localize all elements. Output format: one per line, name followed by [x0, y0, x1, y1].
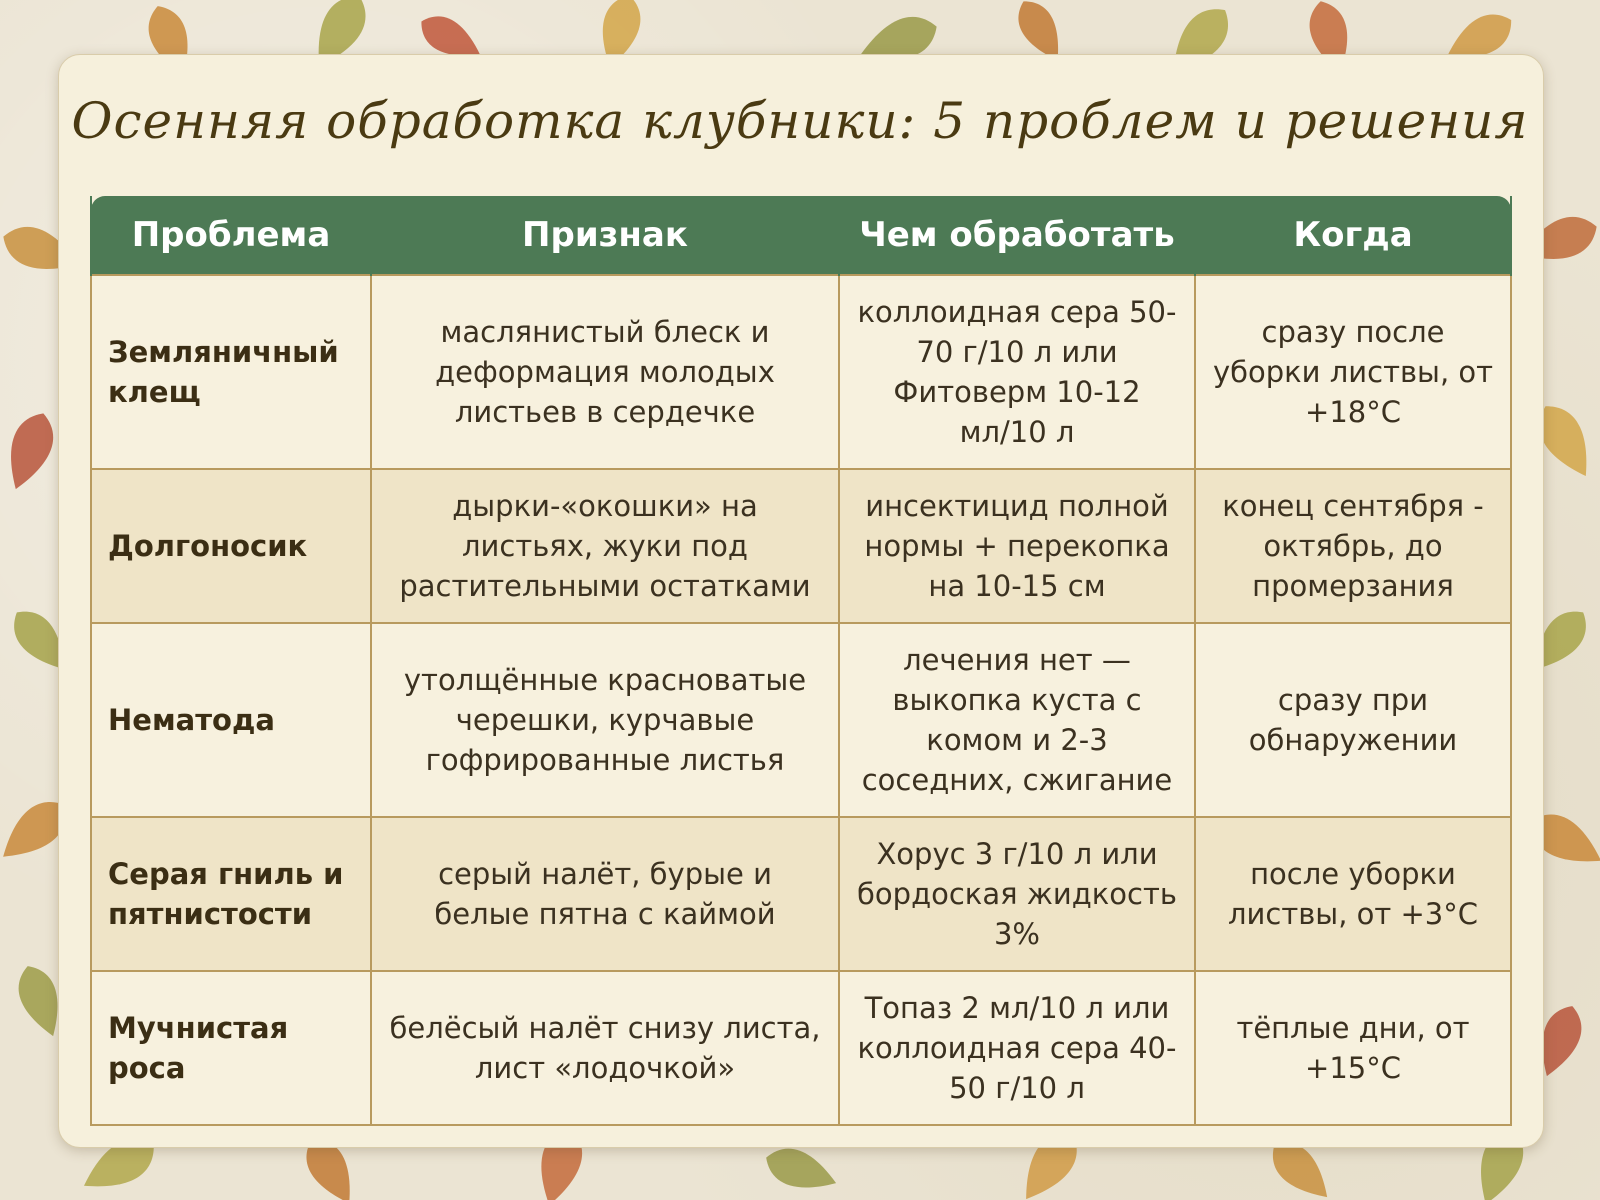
cell-when: сразу после уборки листвы, от +18°С [1195, 275, 1511, 469]
page-title: Осенняя обработка клубники: 5 проблем и решения [71, 92, 1529, 150]
cell-sign: серый налёт, бурые и белые пятна с каймой [371, 817, 839, 971]
cell-problem: Земляничный клещ [91, 275, 371, 469]
table-header [91, 196, 1511, 275]
cell-treatment: Топаз 2 мл/10 л или коллоидная сера 40-50 г/10 л [839, 971, 1195, 1125]
cell-sign: маслянистый блеск и деформация молодых листьев в сердечке [371, 275, 839, 469]
cell-treatment: инсектицид полной нормы + перекопка на 10-15 см [839, 469, 1195, 623]
cell-problem: Долгоносик [91, 469, 371, 623]
column-header-problem: Проблема [91, 196, 371, 275]
cell-when: конец сентября - октябрь, до промерзания [1195, 469, 1511, 623]
treatment-table [90, 196, 1512, 1126]
column-header-treatment: Чем обработать [839, 196, 1195, 275]
cell-problem: Нематода [91, 623, 371, 817]
table-row [91, 623, 1511, 817]
table-row [91, 817, 1511, 971]
cell-when: после уборки листвы, от +3°С [1195, 817, 1511, 971]
cell-sign: белёсый налёт снизу листа, лист «лодочкой» [371, 971, 839, 1125]
cell-when: сразу при обнаружении [1195, 623, 1511, 817]
table-row [91, 275, 1511, 469]
table-row [91, 469, 1511, 623]
table-row [91, 971, 1511, 1125]
cell-problem: Серая гниль и пятнистости [91, 817, 371, 971]
cell-sign: дырки-«окошки» на листьях, жуки под растительными остатками [371, 469, 839, 623]
cell-when: тёплые дни, от +15°С [1195, 971, 1511, 1125]
cell-treatment: Хорус 3 г/10 л или бордоская жидкость 3% [839, 817, 1195, 971]
cell-treatment: коллоидная сера 50-70 г/10 л или Фитоверм 10-12 мл/10 л [839, 275, 1195, 469]
cell-sign: утолщённые красноватые черешки, курчавые гофрированные листья [371, 623, 839, 817]
cell-treatment: лечения нет — выкопка куста с комом и 2-3 соседних, сжигание [839, 623, 1195, 817]
treatment-table-container [90, 196, 1510, 1126]
column-header-sign: Признак [371, 196, 839, 275]
column-header-when: Когда [1195, 196, 1511, 275]
cell-problem: Мучнистая роса [91, 971, 371, 1125]
